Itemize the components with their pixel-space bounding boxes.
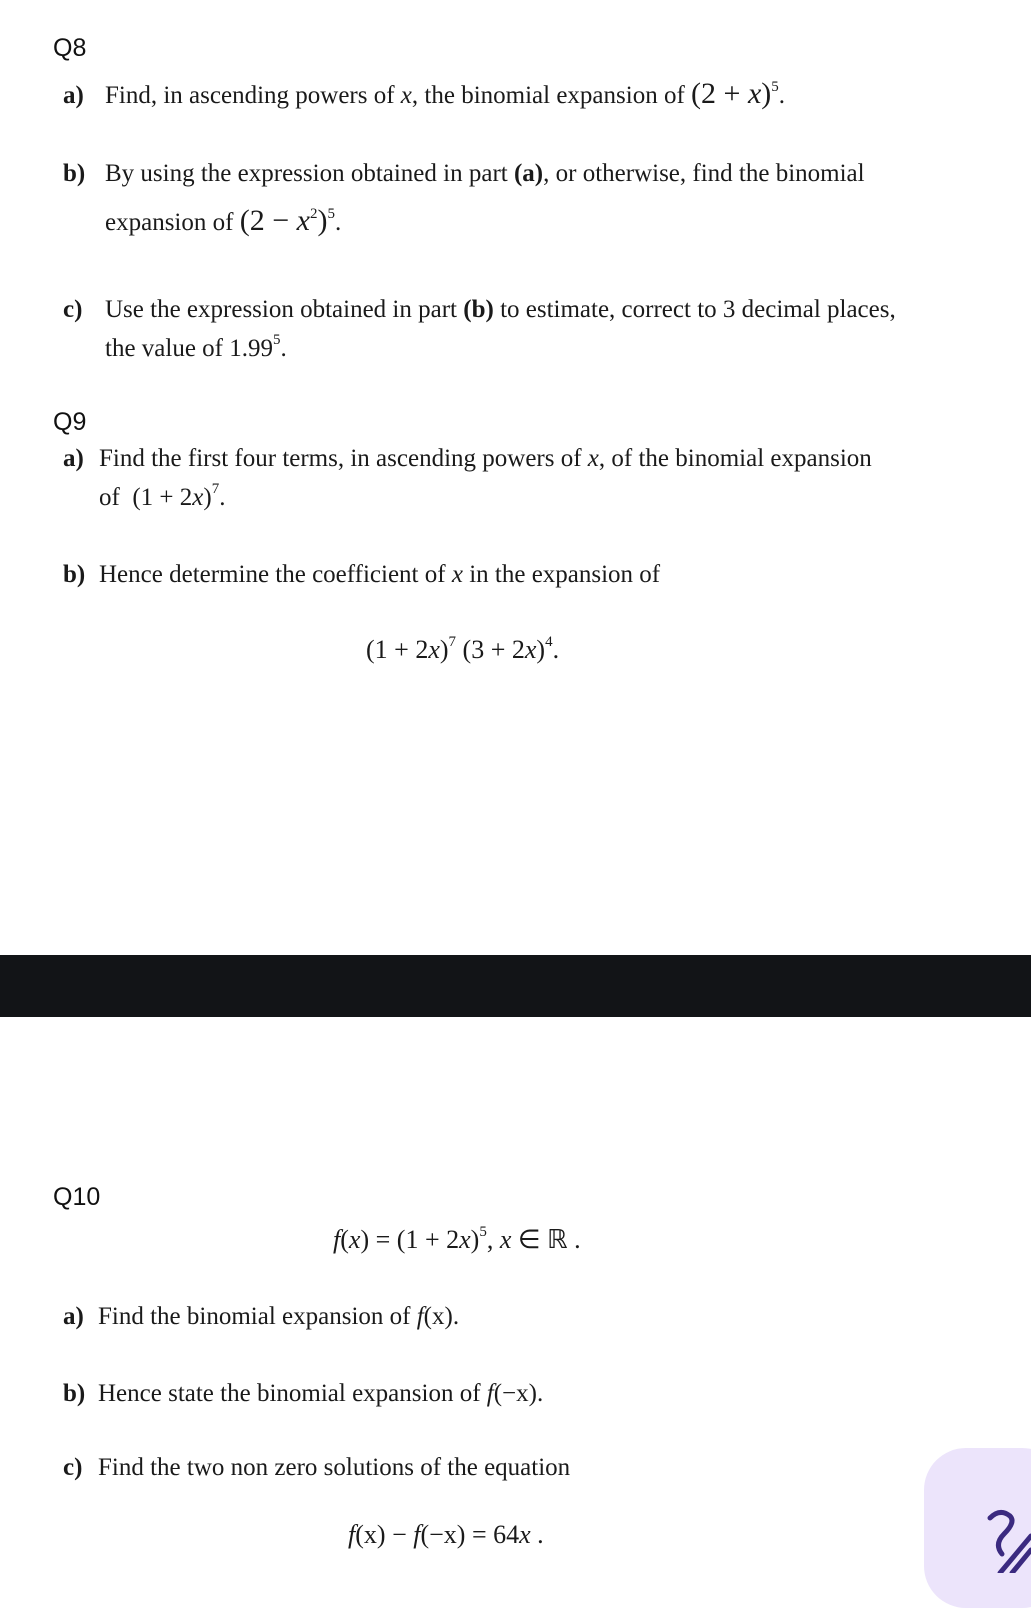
q9-part-a-line2: [99, 478, 225, 518]
q10-part-c: [63, 1448, 570, 1488]
part-text: Find the first four terms, in ascending powers of: [99, 445, 582, 472]
part-letter: b): [63, 160, 86, 187]
part-text: Find the binomial expansion of: [98, 1303, 411, 1330]
part-text: Use the expression obtained in part: [105, 296, 464, 323]
q8-part-c-line1: [63, 290, 896, 330]
q10-part-b: [63, 1374, 543, 1414]
math-expression: f(−x).: [486, 1380, 544, 1407]
part-text: Find the two non zero solutions of the equation: [98, 1454, 571, 1481]
q10-equation: f(x) − f(−x) = 64x .: [348, 1520, 544, 1549]
part-letter: c): [63, 1454, 83, 1481]
math-expression: f(x).: [416, 1303, 460, 1330]
part-text: , or otherwise, find the binomial: [543, 160, 865, 187]
part-letter: a): [63, 1303, 84, 1330]
q9-part-a-line1: [63, 439, 872, 479]
q8-label: Q8: [53, 34, 87, 62]
part-letter: c): [63, 296, 83, 323]
math-expression: $(1 + 2x)^7$.: [132, 481, 226, 511]
q8-part-c-line2: the value of 1.99$^5$.: [105, 332, 287, 362]
part-letter: a): [63, 445, 84, 472]
part-text: Hence state the binomial expansion of: [98, 1380, 481, 1407]
part-text: Hence determine the coefficient of: [99, 561, 446, 588]
part-letter: b): [63, 561, 86, 588]
assistant-logo-icon[interactable]: [986, 1506, 1031, 1573]
q9-part-b: [63, 555, 660, 595]
q8-part-b-line2: [105, 201, 341, 243]
part-text: Find, in ascending powers of: [105, 82, 395, 109]
variable-x: x: [587, 445, 599, 472]
q10-part-a: [63, 1297, 459, 1337]
part-text: of: [99, 484, 120, 511]
q9-display-expression: $(1 + 2x)^7$ $(3 + 2x)^4$.: [366, 634, 560, 664]
part-ref: (b): [463, 296, 494, 323]
q8-part-a: [63, 74, 785, 116]
part-text: expansion of: [105, 209, 234, 236]
part-letter: b): [63, 1380, 86, 1407]
part-text: , of the binomial expansion: [598, 445, 872, 472]
variable-x: x: [400, 82, 412, 109]
part-ref: (a): [513, 160, 544, 187]
variable-x: x: [451, 561, 463, 588]
dark-divider-band: [0, 955, 1031, 1017]
q8-part-b-line1: [63, 154, 865, 194]
part-text: , the binomial expansion of: [411, 82, 685, 109]
math-expression: $(2 - x^2)^5$.: [239, 204, 342, 237]
part-letter: a): [63, 82, 84, 109]
q10-function-definition: $f(x) = (1 + 2x)^5$, x ∈ ℝ .: [333, 1224, 581, 1254]
math-expression: $(2 + x)^5$.: [691, 77, 786, 110]
q10-label: Q10: [53, 1183, 101, 1211]
part-text: By using the expression obtained in part: [105, 160, 514, 187]
part-text: in the expansion of: [469, 561, 661, 588]
part-text: to estimate, correct to 3 decimal places,: [493, 296, 896, 323]
q9-label: Q9: [53, 408, 87, 436]
